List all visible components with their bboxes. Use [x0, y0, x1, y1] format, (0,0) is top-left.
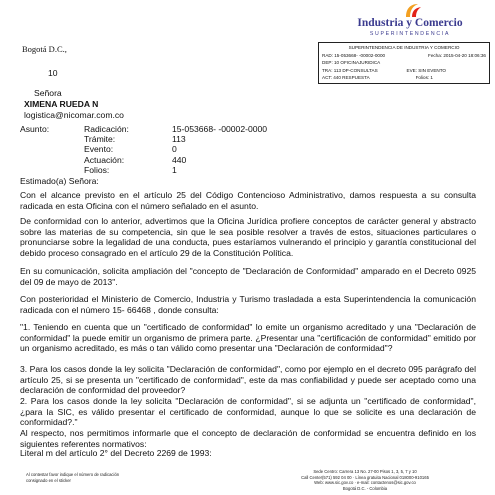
asunto-value: 440: [172, 154, 187, 165]
asunto-value: 1: [172, 164, 177, 175]
logo-mark-icon: [400, 2, 424, 18]
recipient-salutation: Señora: [34, 88, 62, 98]
asunto-key: Folios:: [84, 164, 110, 175]
footer-web: Web: www.sic.gov.co · e-mail: contactenos@sic.gov.co: [314, 480, 416, 486]
asunto-label: Asunto:: [20, 124, 50, 134]
paragraph-6: 3. Para los casos donde la ley solicita "Declaración de conformidad", como por ejemplo en el decreto 095 parágrafo del artículo 25, si se presenta un "certificado de conformidad", este da mas confiabilidad y puede ser aceptado como una declaración de conformidad del proveedor?: [20, 364, 476, 396]
logo-subtitle: SUPERINTENDENCIA: [369, 31, 451, 37]
radicado-tramite: TRA: 113 DP-CONSULTAS: [322, 67, 378, 73]
footer-city: Bogotá D.C. - Colombia: [342, 485, 388, 491]
asunto-value: 0: [172, 144, 177, 155]
greeting: Estimado(a) Señora:: [20, 176, 99, 186]
paragraph-5: "1. Teniendo en cuenta que un "certificado de conformidad" lo emite un organismo acreditado y una "Declaración de conformidad" la puede emitir un organismo de primera parte. ¿Presentar una "certificación de conformidad" emitido por un organismo acreditado, es más o tan válido como presentar una "Declaración de conformidad"?: [20, 322, 476, 354]
radicado-sticker: [318, 42, 490, 84]
recipient-email: logistica@nicomar.com.co: [24, 110, 124, 120]
radicado-folios: Folios: 1: [415, 75, 433, 81]
paragraph-1: Con el alcance previsto en el artículo 25 del Código Contencioso Administrativo, damos respuesta a su consulta radicada en esta Oficina con el número señalado en el asunto.: [20, 190, 476, 211]
paragraph-4: Con posterioridad el Ministerio de Comercio, Industria y Turismo trasladada a esta Superintendencia la comunicación radicada con el número 15- 66468 , donde consulta:: [20, 294, 476, 315]
asunto-key: Actuación:: [84, 154, 125, 165]
footer-phone: Call Center(571) 592 04 00 · Línea gratuita Nacional 018000-910165: [301, 474, 429, 480]
radicado-entity: SUPERINTENDENCIA DE INDUSTRIA Y COMERCIO: [348, 45, 460, 50]
radicado-dependency: DEP: 10 OFICINAJURIDICA: [322, 60, 381, 66]
radicado-date: Fecha: 2015-04-20 18:06:36: [428, 52, 486, 58]
city-date: Bogotá D.C.,: [22, 44, 67, 54]
paragraph-2: De conformidad con lo anterior, advertimos que la Oficina Jurídica profiere conceptos de carácter general y abstracto sobre las materias de su competencia, sin que le sea posible resolver a través de estos, situaciones particulares o pronunciarse sobre la legalidad de una conducta, pues estaríamos vulnerando el principio y garantía constitucional del debido proceso consagrado en el artículo 29 de la Constitución Política.: [20, 216, 476, 258]
footer-address: Sede Centro: Carrera 13 No. 27-00 Pisos 1, 3, 5, 7 y 10: [313, 469, 417, 474]
recipient-name: XIMENA RUEDA N: [24, 99, 99, 109]
asunto-key: Radicación:: [84, 124, 129, 134]
paragraph-7: 2. Para los casos donde la ley solicita "Declaración de conformidad", si se adjunta un "certificado de conformidad", ¿para la SIC, es válido presentar el certificado de conformidad, aunque lo que se solicite es una declaración de conformidad?.": [20, 396, 476, 428]
radicado-event: EVE: SIN EVENTO: [406, 67, 446, 73]
footer-contact: [258, 469, 472, 491]
asunto-key: Evento:: [84, 144, 114, 155]
asunto-key: Trámite:: [84, 134, 116, 145]
logo-title: Industria y Comercio: [357, 17, 463, 29]
asunto-table: [20, 124, 267, 175]
radicado-action: ACT: 440 RESPUESTA: [322, 75, 370, 81]
paragraph-9: Literal m del artículo 2° del Decreto 2269 de 1993:: [20, 448, 212, 458]
paragraph-8: Al respecto, nos permitimos informarle que el concepto de declaración de conformidad se encuentra definido en los siguientes referentes normativos:: [20, 428, 476, 449]
recipient-block: [24, 88, 124, 121]
letter-number: 10: [48, 68, 58, 78]
asunto-value: 113: [172, 134, 186, 145]
radicado-number: RAD: 15-053668- -00002-0000: [322, 52, 386, 58]
asunto-value: 15-053668- -00002-0000: [172, 124, 268, 134]
sic-logo: [344, 2, 476, 40]
footer-note: Al contestar favor indique el número de radicación consignado en el sticker: [26, 472, 120, 483]
paragraph-3: En su comunicación, solicita ampliación del "concepto de "Declaración de Conformidad" amparado en el Decreto 0925 del 09 de mayo de 2013".: [20, 266, 476, 287]
